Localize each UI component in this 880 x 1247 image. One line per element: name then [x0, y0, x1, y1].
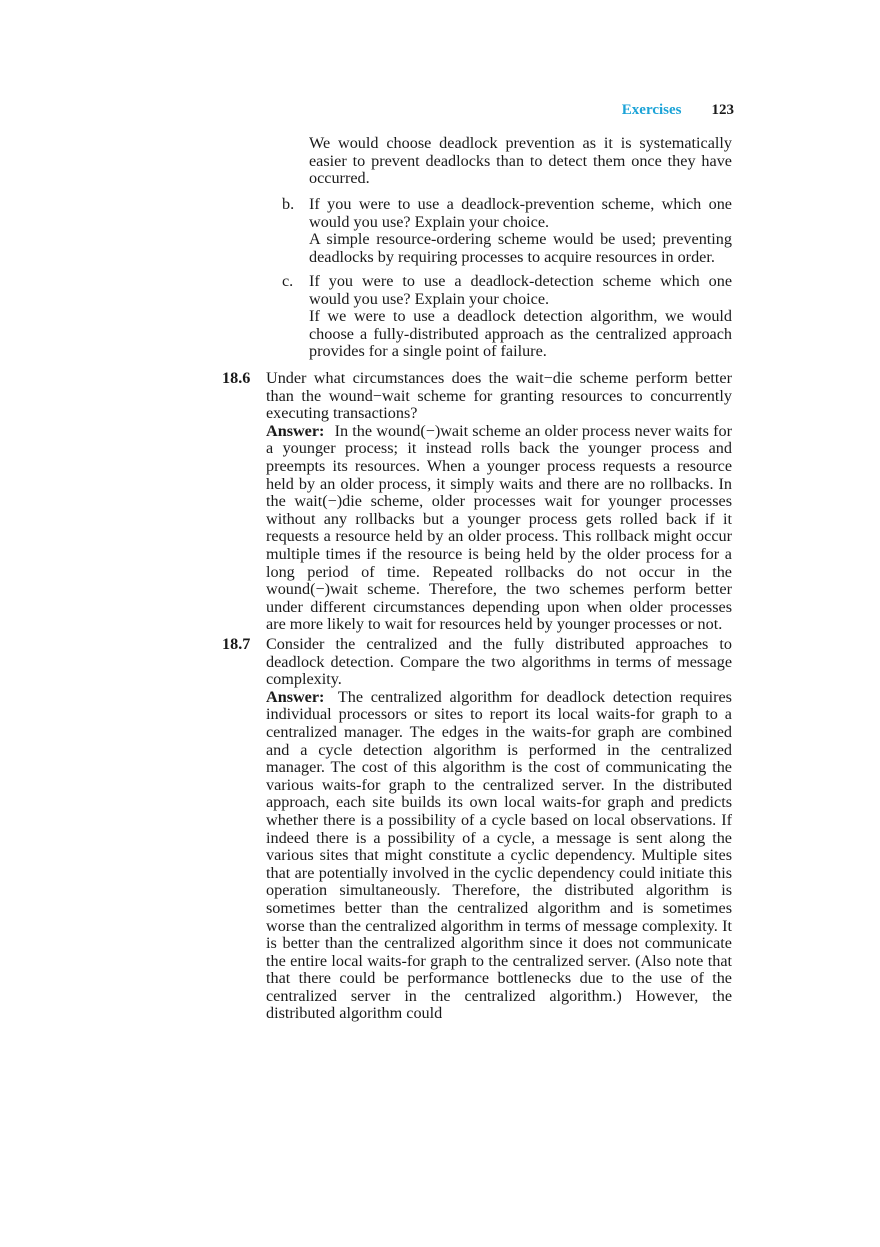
sub-item-question: If you were to use a deadlock-prevention scheme, which one would you use? Explain your choice.: [309, 195, 732, 231]
exercise-question: Consider the centralized and the fully distributed approaches to deadlock detection. Compare the two algorithms in terms of message complexity.: [266, 635, 732, 689]
page-number: 123: [711, 102, 734, 118]
answer-text: In the wound(−)wait scheme an older process never waits for a younger process; it instead rolls back the younger process and preempts its resources. When a younger process requests a resource held by an older process, it simply waits and there are no rollbacks. In the wait(−)die scheme, older processes wait for younger processes without any rollbacks but a younger process gets rolled back if it requests a resource held by an older process. This rollback might occur multiple times if the resource is being held by the older process for a long period of time. Repeated rollbacks do not occur in the wound(−)wait scheme. Therefore, the two schemes perform better under different circumstances depending upon when older processes are more likely to wait for resources held by younger processes or not.: [266, 421, 732, 634]
exercise-answer-paragraph: [266, 423, 732, 634]
sub-item-answer: A simple resource-ordering scheme would be used; preventing deadlocks by requiring processes to acquire resources in order.: [309, 230, 732, 266]
exercise-body: [266, 636, 732, 1023]
exercise-question: Under what circumstances does the wait−die scheme perform better than the wound−wait scheme for granting resources to concurrently executing transactions?: [266, 369, 732, 423]
answer-text: The centralized algorithm for deadlock detection requires individual processors or sites to report its local waits-for graph to a centralized manager. The edges in the waits-for graph are combined and a cycle detection algorithm is performed in the centralized manager. The cost of this algorithm is the cost of communicating the various waits-for graph to the centralized server. In the distributed approach, each site builds its own local waits-for graph and predicts whether there is a possibility of a cycle based on local observations. If indeed there is a possibility of a cycle, a message is sent along the various sites that might constitute a cyclic dependency. Multiple sites that are potentially involved in the cyclic dependency could initiate this operation simultaneously. Therefore, the distributed algorithm is sometimes better than the centralized algorithm and is sometimes worse than the centralized algorithm in terms of message complexity. It is better than the centralized algorithm since it does not communicate the entire local waits-for graph to the centralized server. (Also note that that there could be performance bottlenecks due to the use of the centralized server in the centralized algorithm.) However, the distributed algorithm could: [266, 687, 732, 1023]
running-header: [560, 100, 734, 120]
sub-item-marker: c.: [282, 272, 294, 290]
continuation-paragraph: We would choose deadlock prevention as it is systematically easier to prevent deadlocks than to detect them once they have occurred.: [309, 134, 732, 188]
sub-item-marker: b.: [282, 195, 295, 213]
sub-item-body: [309, 196, 732, 266]
section-name: Exercises: [621, 102, 682, 118]
exercise-number: 18.7: [222, 635, 251, 653]
exercise-number: 18.6: [222, 369, 251, 387]
sub-item-question: If you were to use a deadlock-detection scheme which one would you use? Explain your choice.: [309, 272, 732, 308]
sub-item-body: [309, 273, 732, 361]
exercise-answer-paragraph: [266, 689, 732, 1023]
sub-item-answer: If we were to use a deadlock detection algorithm, we would choose a fully-distributed approach as the centralized approach provides for a single point of failure.: [309, 307, 732, 361]
exercise-body: [266, 370, 732, 634]
answer-label: Answer:: [266, 687, 325, 706]
answer-label: Answer:: [266, 421, 325, 440]
